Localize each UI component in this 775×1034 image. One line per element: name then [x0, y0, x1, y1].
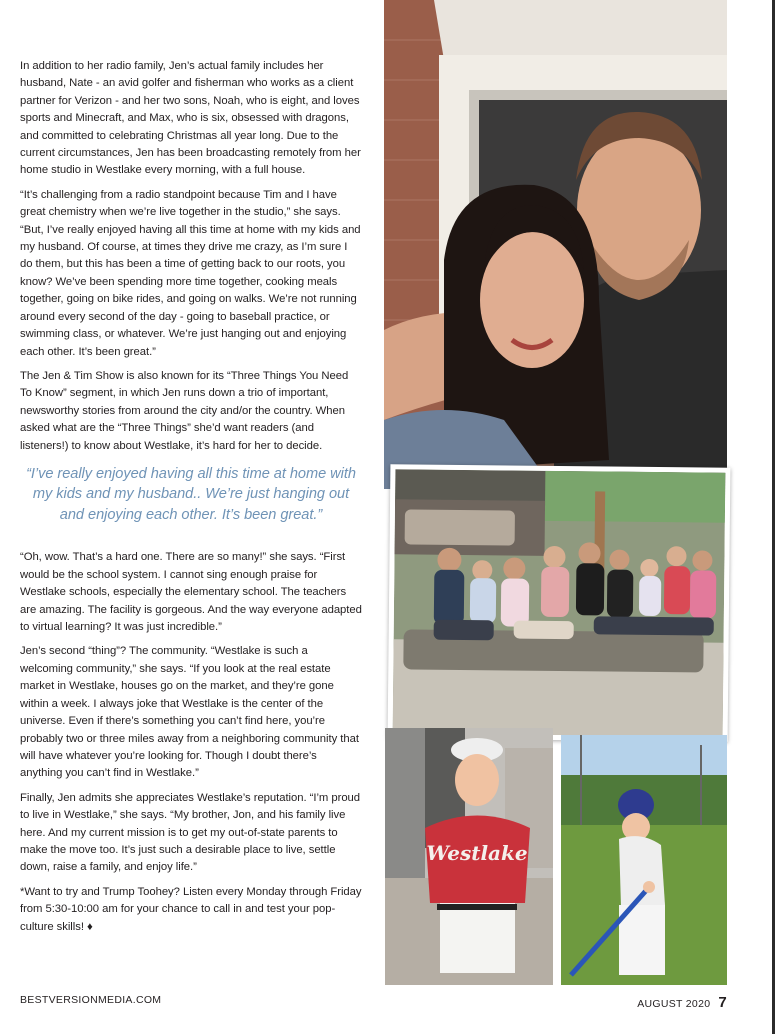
- family-group-photo: [388, 464, 731, 742]
- paragraph-reputation: Finally, Jen admits she appreciates Westlake’s reputation. “I’m proud to live in Westlake,” she says. “My brother, Jon, and his family live here. And my current mission is to get my out-of-state parents to make the move too. It’s just such a desirable place to live, settle down, raise a family, and enjoy life.”: [20, 791, 361, 874]
- boy-batting-photo: [561, 735, 727, 985]
- pull-quote: “I’ve really enjoyed having all this time at home with my kids and my husband.. We’re just hanging out and enjoying each other. It’s been great.”: [26, 465, 356, 523]
- paragraph-call-to-action: *Want to try and Trump Toohey? Listen every Monday through Friday from 5:30-10:00 am for your chance to call in and test your pop-culture skills! ♦: [20, 885, 362, 933]
- footer-issue-page: [637, 994, 727, 1011]
- couple-selfie-photo: [384, 0, 727, 489]
- paragraph-studio-quote: “It’s challenging from a radio standpoint because Tim and I have great chemistry when we’re live together in the studio,” she says. “But, I’ve really enjoyed having all this time at home with my kids and my husband. Of course, at times they drive me crazy, as I’m sure I do them, but this has been a time of getting back to our roots, you know? We’ve been spending more time together, cooking meals together, going on bike rides, and going on walks. We’re not running around every second of the day - going to baseball practice, or swimming class, or whatever. We’re just hanging out and enjoying each other. It’s been great.”: [20, 188, 361, 358]
- shirt-text: Westlake: [426, 841, 528, 865]
- article-column: [20, 58, 362, 943]
- footer-website: BESTVERSIONMEDIA.COM: [20, 994, 162, 1006]
- paragraph-schools: “Oh, wow. That’s a hard one. There are so many!” she says. “First would be the school system. I cannot sing enough praise for Westlake schools, especially the elementary school. The teachers are amazing. The facility is gorgeous. And the way everyone adapted to virtual learning? It was just incredible.”: [20, 551, 362, 634]
- paragraph-community: Jen’s second “thing”? The community. “Westlake is such a welcoming community,” she says. “If you look at the real estate market in Westlake, houses go on the market, and they’re gone within a week. I always joke that Westlake is the center of the universe. Even if there’s something you can’t find here, you’re probably two or three miles away from a neighboring community that will have whatever you’re looking for. Though I doubt there’s anything you can’t find in Westlake.”: [20, 645, 359, 780]
- paragraph-family: In addition to her radio family, Jen’s actual family includes her husband, Nate - an avid golfer and fisherman who works as a client partner for Verizon - and her two sons, Noah, who is eight, and loves sports and Minecraft, and Max, who is six, obsessed with dragons, and committed to celebrating Christmas all year long. Due to the current circumstances, Jen has been broadcasting remotely from her home studio in Westlake every morning, with a full house.: [20, 60, 361, 177]
- boy-westlake-shirt-photo: [385, 728, 553, 985]
- paragraph-three-things: The Jen & Tim Show is also known for its “Three Things You Need To Know” segment, in which Jen runs down a trio of important, newsworthy stories from around the city and/or the country. When asked what are the “Three Things” she’d want readers (and listeners!) to know about Westlake, it’s hard for her to decide.: [20, 369, 349, 452]
- footer-issue-date: AUGUST 2020: [637, 998, 711, 1010]
- page-number: 7: [718, 994, 727, 1011]
